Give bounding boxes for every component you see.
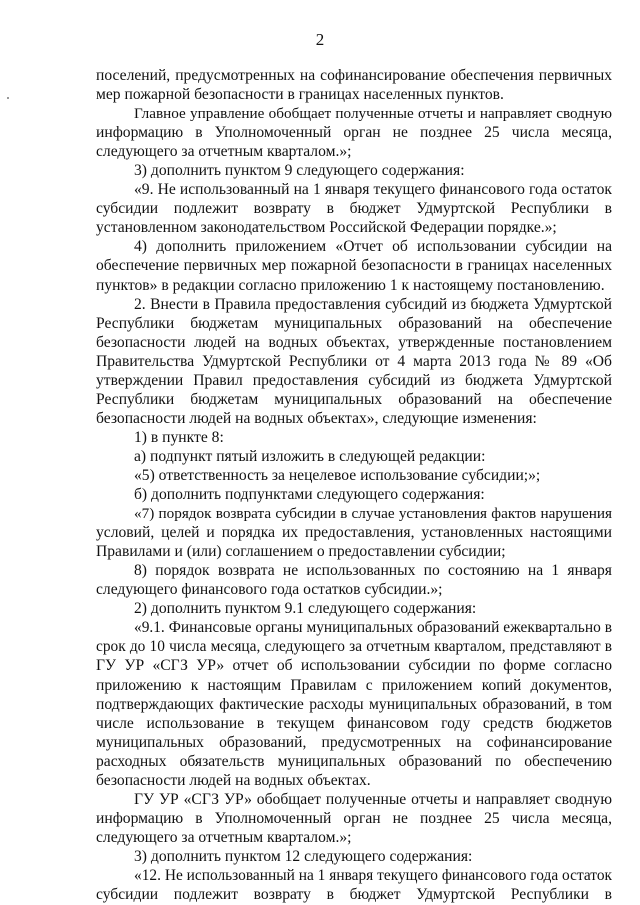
text-line: 3) дополнить пунктом 9 следующего содержания: <box>134 162 465 180</box>
text-line: «5) ответственность за нецелевое использование субсидии;»; <box>134 466 541 484</box>
text-line: 4) дополнить приложением «Отчет об использовании субсидии на <box>134 238 612 256</box>
scan-artifact <box>7 97 9 99</box>
text-line: срок до 10 числа месяца, следующего за отчетным кварталом, представляют в <box>96 638 612 656</box>
text-line: следующего за отчетным кварталом.»; <box>96 143 352 161</box>
text-line: ГУ УР «СГЗ УР» обобщает полученные отчеты и направляет сводную <box>134 790 612 808</box>
text-line: следующего финансового года остатков субсидии.»; <box>96 581 443 599</box>
text-line: информацию в Уполномоченный орган не позднее 25 числа месяца, <box>96 124 612 142</box>
text-line: расходных обязательств муниципальных образований по обеспечению <box>96 752 612 770</box>
document-body <box>96 66 612 904</box>
text-line: поселений, предусмотренных на софинансирование обеспечения первичных <box>96 67 612 84</box>
text-line: Правительства Удмуртской Республики от 4 марта 2013 года № 89 «Об <box>96 352 612 370</box>
text-line: обеспечение первичных мер пожарной безопасности в границах населенных <box>96 257 612 275</box>
text-line: 2) дополнить пунктом 9.1 следующего содержания: <box>134 600 477 618</box>
text-line: следующего за отчетным кварталом.»; <box>96 828 352 846</box>
text-line: Правилами и (или) соглашением о предоставлении субсидии; <box>96 543 506 561</box>
page-number: 2 <box>315 30 325 49</box>
text-line: безопасности людей на водных объектах. <box>96 771 371 789</box>
text-line: мер пожарной безопасности в границах населенных пунктов. <box>96 86 504 104</box>
text-line: ГУ УР «СГЗ УР» отчет об использовании субсидии по форме согласно <box>96 657 612 675</box>
text-line: б) дополнить подпунктами следующего содержания: <box>134 486 485 504</box>
text-line: а) подпункт пятый изложить в следующей редакции: <box>134 447 486 465</box>
text-line: числе использование в текущем финансовом году средств бюджетов <box>96 714 612 732</box>
text-line: муниципальных образований, предусмотренных на софинансирование <box>96 733 612 751</box>
text-line: установленном законодательством Российской Федерации порядке.»; <box>96 219 557 237</box>
text-line: пунктов» в редакции согласно приложению 1 к настоящему постановлению. <box>96 276 605 294</box>
text-line: безопасности людей на водных объектах, утвержденные постановлением <box>96 333 612 351</box>
text-line: приложению к настоящим Правилам с приложением копий документов, <box>96 676 612 694</box>
text-line: подтверждающих фактические расходы муниципальных образований, в том <box>96 695 612 713</box>
text-line: безопасности людей на водных объектах», следующие изменения: <box>96 409 537 427</box>
text-line: субсидии подлежит возврату в бюджет Удмуртской Республики в <box>96 886 612 904</box>
text-line: «12. Не использованный на 1 января текущего финансового года остаток <box>134 866 612 884</box>
text-line: Главное управление обобщает полученные отчеты и направляет сводную <box>134 105 612 123</box>
text-line: 1) в пункте 8: <box>134 428 224 446</box>
text-line: Республики бюджетам муниципальных образований на обеспечение <box>96 314 612 332</box>
text-line: 8) порядок возврата не использованных по состоянию на 1 января <box>134 562 612 580</box>
text-line: субсидии подлежит возврату в бюджет Удмуртской Республики в <box>96 200 612 218</box>
text-line: Республики бюджетам муниципальных образований на обеспечение <box>96 390 612 408</box>
text-line: 3) дополнить пунктом 12 следующего содержания: <box>134 847 473 865</box>
text-line: «9.1. Финансовые органы муниципальных образований ежеквартально в <box>134 619 612 637</box>
text-line: информацию в Уполномоченный орган не позднее 25 числа месяца, <box>96 809 612 827</box>
text-line: «9. Не использованный на 1 января текущего финансового года остаток <box>134 181 612 199</box>
text-line: условий, целей и порядка их предоставления, установленных настоящими <box>96 524 612 542</box>
text-line: «7) порядок возврата субсидии в случае установления фактов нарушения <box>134 505 612 523</box>
text-line: 2. Внести в Правила предоставления субсидий из бюджета Удмуртской <box>134 295 612 313</box>
text-line: утверждении Правил предоставления субсидий из бюджета Удмуртской <box>96 371 612 389</box>
